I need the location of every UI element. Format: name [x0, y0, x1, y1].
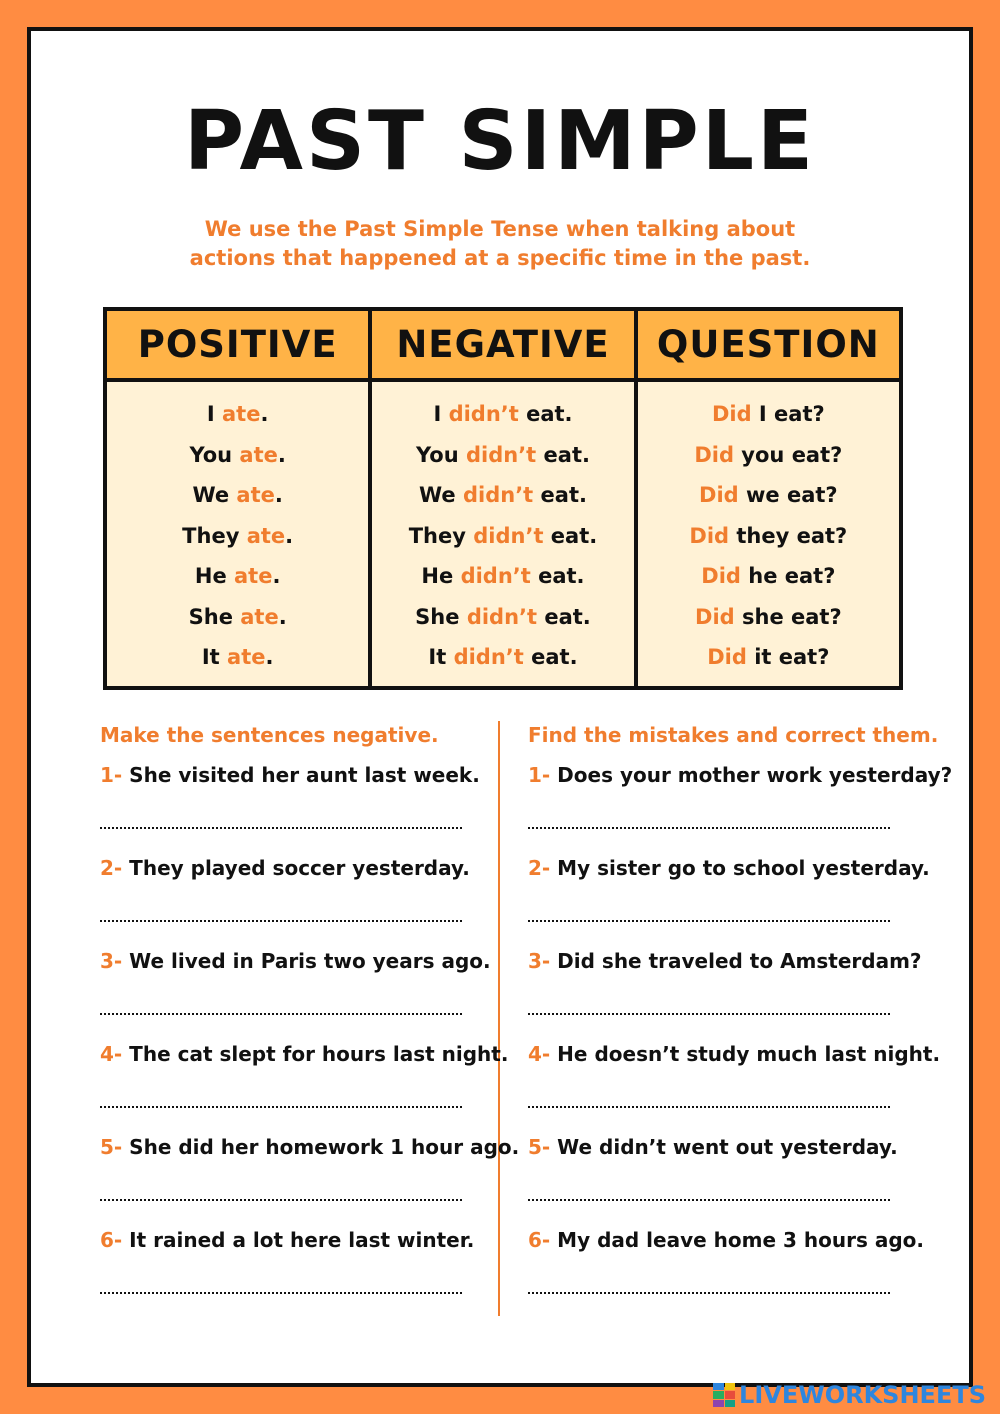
question-example	[638, 475, 899, 516]
example-highlight: ate	[239, 442, 278, 467]
item-text: We didn’t went out yesterday.	[550, 1135, 898, 1159]
example-subject: She	[415, 604, 467, 629]
exercise-item	[528, 947, 922, 1040]
exercise-sentence	[528, 1133, 908, 1161]
exercise-correct-mistakes	[528, 721, 953, 1319]
example-highlight: ate	[240, 604, 279, 629]
item-number: 5-	[100, 1135, 123, 1159]
positive-example	[107, 394, 368, 435]
answer-line[interactable]	[100, 920, 462, 922]
item-number: 1-	[100, 763, 123, 787]
negative-example	[372, 556, 633, 597]
example-highlight: didn’t	[466, 604, 538, 629]
example-highlight: didn’t	[462, 483, 534, 507]
positive-example	[107, 435, 368, 476]
question-example	[638, 597, 899, 638]
example-subject: It	[428, 645, 454, 669]
item-text: Does your mother work yesterday?	[550, 763, 953, 787]
example-highlight: Did	[699, 483, 739, 507]
negative-example	[372, 637, 633, 678]
example-rest: .	[277, 442, 286, 467]
item-number: 6-	[100, 1228, 123, 1252]
question-example	[638, 556, 899, 597]
item-number: 3-	[528, 949, 551, 973]
item-number: 3-	[100, 949, 123, 973]
item-text: She did her homework 1 hour ago.	[122, 1135, 520, 1159]
example-rest: they eat?	[729, 523, 848, 548]
example-rest: eat.	[533, 483, 587, 507]
example-rest: .	[272, 564, 281, 588]
example-rest: .	[260, 402, 269, 426]
example-highlight: didn’t	[473, 523, 544, 548]
exercise-item	[100, 1040, 509, 1133]
exercise-item	[528, 1040, 941, 1133]
negative-column	[370, 380, 635, 688]
negative-example	[372, 597, 633, 638]
exercise-item	[528, 1226, 924, 1319]
example-rest: .	[265, 645, 274, 669]
example-subject: He	[421, 564, 461, 588]
header-question: QUESTION	[636, 309, 901, 380]
exercise-item	[100, 761, 480, 854]
positive-example	[107, 637, 368, 678]
item-number: 5-	[528, 1135, 551, 1159]
negative-example	[372, 435, 633, 476]
item-text: They played soccer yesterday.	[122, 856, 470, 880]
exercise-sentence	[100, 1040, 509, 1068]
example-highlight: Did	[695, 604, 735, 629]
example-rest: she eat?	[734, 604, 842, 629]
exercise-sentence	[100, 761, 480, 789]
item-text: We lived in Paris two years ago.	[122, 949, 491, 973]
exercise-item	[100, 854, 470, 947]
example-subject: It	[201, 645, 228, 669]
answer-line[interactable]	[100, 1292, 462, 1294]
example-rest: .	[274, 483, 283, 507]
negative-example	[372, 516, 633, 557]
example-subject: You	[189, 442, 240, 467]
example-highlight: ate	[234, 564, 273, 588]
item-number: 2-	[100, 856, 123, 880]
example-rest: he eat?	[740, 564, 836, 588]
answer-line[interactable]	[100, 1013, 462, 1015]
item-text: My sister go to school yesterday.	[550, 856, 930, 880]
example-highlight: Did	[689, 523, 730, 548]
header-negative: NEGATIVE	[370, 309, 635, 380]
answer-line[interactable]	[100, 1199, 462, 1201]
example-highlight: didn’t	[465, 442, 537, 467]
item-text: She visited her aunt last week.	[122, 763, 480, 787]
item-number: 4-	[100, 1042, 123, 1066]
example-highlight: ate	[222, 402, 261, 426]
example-rest: .	[278, 604, 287, 629]
example-rest: eat.	[518, 402, 573, 426]
example-highlight: ate	[236, 483, 275, 507]
exercise-sentence	[528, 761, 953, 789]
exercise-item	[100, 1133, 520, 1226]
example-rest: we eat?	[738, 483, 838, 507]
question-example	[638, 637, 899, 678]
item-number: 6-	[528, 1228, 551, 1252]
example-highlight: ate	[227, 645, 266, 669]
worksheet	[27, 27, 973, 1387]
logo-text: LIVEWORKSHEETS	[739, 1381, 986, 1409]
item-text: He doesn’t study much last night.	[550, 1042, 941, 1066]
item-text: My dad leave home 3 hours ago.	[550, 1228, 924, 1252]
exercise-sentence	[528, 947, 922, 975]
item-text: The cat slept for hours last night.	[122, 1042, 509, 1066]
example-highlight: didn’t	[453, 645, 524, 669]
example-rest: .	[285, 523, 294, 548]
page-title: PAST SIMPLE	[183, 94, 817, 189]
question-example	[638, 516, 899, 557]
exercise-item	[528, 761, 953, 854]
example-subject: She	[188, 604, 241, 629]
column-divider	[498, 721, 500, 1316]
exercise-item	[528, 1133, 908, 1226]
answer-line[interactable]	[100, 827, 462, 829]
example-rest: you eat?	[734, 442, 843, 467]
positive-example	[107, 597, 368, 638]
answer-line[interactable]	[100, 1106, 462, 1108]
example-highlight: didn’t	[460, 564, 531, 588]
example-rest: it eat?	[746, 645, 830, 669]
exercise-item	[100, 1226, 475, 1319]
item-number: 2-	[528, 856, 551, 880]
intro-line-2: actions that happened at a specific time in the past.	[189, 246, 811, 270]
example-subject: I	[206, 402, 222, 426]
example-rest: eat.	[536, 442, 590, 467]
example-rest: eat.	[530, 564, 585, 588]
answer-line[interactable]	[528, 1013, 890, 1015]
answer-line[interactable]	[528, 827, 890, 829]
example-subject: I	[433, 402, 449, 426]
exercise-sentence	[100, 1226, 475, 1254]
item-number: 4-	[528, 1042, 551, 1066]
example-rest: eat.	[543, 523, 598, 548]
exercise-item	[100, 947, 491, 1040]
example-rest: I eat?	[751, 402, 825, 426]
exercise-heading: Find the mistakes and correct them.	[528, 723, 939, 747]
example-subject: He	[194, 564, 235, 588]
example-highlight: Did	[707, 645, 747, 669]
exercise-sentence	[100, 1133, 520, 1161]
example-rest: eat.	[537, 604, 591, 629]
example-highlight: Did	[711, 402, 752, 426]
item-number: 1-	[528, 763, 551, 787]
example-highlight: Did	[694, 442, 734, 467]
liveworksheets-logo	[713, 1380, 986, 1410]
answer-line[interactable]	[528, 1106, 890, 1108]
negative-example	[372, 394, 633, 435]
example-highlight: Did	[701, 564, 741, 588]
question-example	[638, 435, 899, 476]
answer-line[interactable]	[528, 920, 890, 922]
item-text: It rained a lot here last winter.	[122, 1228, 475, 1252]
example-subject: We	[419, 483, 463, 507]
exercise-sentence	[100, 947, 491, 975]
positive-column	[105, 380, 370, 688]
item-text: Did she traveled to Amsterdam?	[550, 949, 922, 973]
example-subject: We	[192, 483, 237, 507]
example-subject: You	[416, 442, 466, 467]
exercise-negative	[100, 721, 520, 1319]
header-positive: POSITIVE	[105, 309, 370, 380]
exercise-sentence	[528, 1226, 924, 1254]
tense-table	[103, 307, 903, 690]
question-example	[638, 394, 899, 435]
intro-text	[31, 215, 969, 273]
answer-line[interactable]	[528, 1292, 890, 1294]
example-subject: They	[408, 523, 474, 548]
exercise-sentence	[528, 1040, 941, 1068]
exercise-sentence	[100, 854, 470, 882]
exercise-item	[528, 854, 930, 947]
positive-example	[107, 556, 368, 597]
positive-example	[107, 516, 368, 557]
answer-line[interactable]	[528, 1199, 890, 1201]
exercise-sentence	[528, 854, 930, 882]
example-subject: They	[182, 523, 247, 548]
negative-example	[372, 475, 633, 516]
positive-example	[107, 475, 368, 516]
example-rest: eat.	[523, 645, 578, 669]
exercise-heading: Make the sentences negative.	[100, 723, 439, 747]
intro-line-1: We use the Past Simple Tense when talking about	[204, 217, 796, 241]
liveworksheets-logo-icon	[713, 1383, 735, 1407]
example-highlight: didn’t	[448, 402, 519, 426]
question-column	[636, 380, 901, 688]
example-highlight: ate	[246, 523, 286, 548]
